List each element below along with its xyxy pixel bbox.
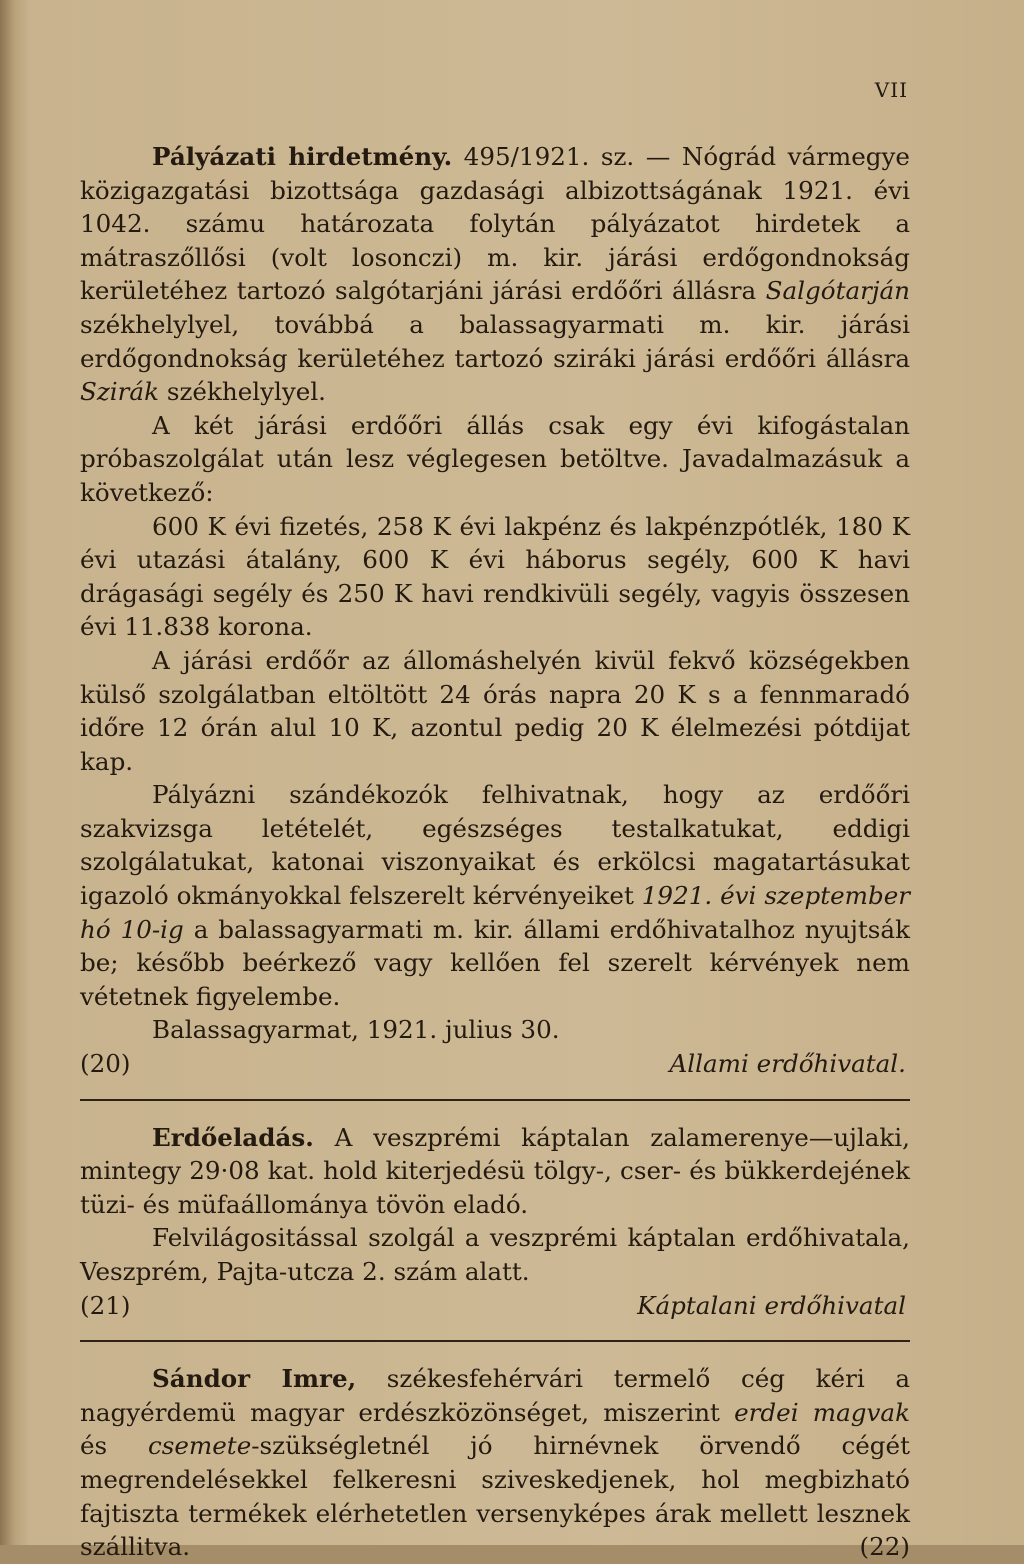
tender-paragraph-3: 600 K évi fizetés, 258 K évi lakpénz és lakpénzpótlék, 180 K évi utazási átalány, 600 K évi háborus segély, 600 K havi drágasági segély és 250 K havi rendkivüli segély, vagyis összesen évi 11.838 korona. <box>80 511 910 642</box>
divider-2 <box>80 1340 910 1342</box>
tender-paragraph-2: A két járási erdőőri állás csak egy évi kifogástalan próbaszolgálat után lesz véglegesen betöltve. Javadalmazásuk a következő: <box>80 410 910 507</box>
page-number: VII <box>874 78 908 102</box>
place-szirak: Szirák <box>80 377 159 407</box>
divider-1 <box>80 1099 910 1101</box>
seeds-ref: (22) <box>859 1532 910 1562</box>
tender-paragraph-4: A járási erdőőr az állomáshelyén kivül fekvő községekben külső szolgálatban eltöltött 24 órás napra 20 K s a fennmaradó időre 12 órán alul 10 K, azontul pedig 20 K élelmezési pótdijat kap. <box>80 645 910 776</box>
sale-intro: Erdőeladás. A veszprémi káptalan zalamerenye—ujlaki, mintegy 29·08 kat. hold kiterjedésü tölgy-, cser- és bükkerdejének tüzi- és müfaállománya tövön eladó. <box>80 1122 910 1219</box>
tender-ref: (20) <box>80 1049 131 1079</box>
deadline-date: 1921. évi szeptember hó 10-ig <box>80 881 911 944</box>
tender-dateline: Balassagyarmat, 1921. julius 30. <box>152 1015 560 1045</box>
sale-paragraph-2: Felvilágositással szolgál a veszprémi káptalan erdőhivatala, Veszprém, Pajta-utcza 2. szám alatt. <box>80 1223 910 1286</box>
advertisement-tender <box>80 140 910 1081</box>
place-salgotarjan: Salgótarján <box>765 276 910 306</box>
sale-title: Erdőeladás. <box>152 1122 314 1152</box>
advertisement-seeds <box>80 1362 910 1564</box>
seeds-text: Sándor Imre, székesfehérvári termelő cég kéri a nagyérdemü magyar erdészközönséget, miszerint erdei magvak és csemete-szükségletnél jó hirnévnek örvendő cégét megrendelésekkel felkeresni sziveskedjenek, hol megbizható fajtiszta termékek elérhetetlen versenyképes árak mellett lesznek szállitva. (22) <box>80 1362 910 1564</box>
advertisement-forest-sale <box>80 1121 910 1323</box>
text-column <box>80 140 910 1564</box>
sale-signature: Káptalani erdőhivatal <box>637 1290 906 1320</box>
sale-ref: (21) <box>80 1290 131 1320</box>
sale-signature-line <box>80 1289 910 1323</box>
seeds-title: Sándor Imre, <box>152 1364 357 1394</box>
tender-title: Pályázati hirdetmény. <box>152 142 453 171</box>
tender-signature-line <box>80 1047 910 1081</box>
tender-signature: Allami erdőhivatal. <box>669 1049 906 1079</box>
tender-paragraph-5: Pályázni szándékozók felhivatnak, hogy az erdőőri szakvizsga letételét, egészséges testalkatukat, eddigi szolgálatukat, katonai viszonyaikat és erkölcsi magatartásukat igazoló okmányokkal felszerelt kérvényeiket 1921. évi szeptember hó 10-ig a balassagyarmati m. kir. állami erdőhivatalhoz nyujtsák be; később beérkező vagy kellően fel szerelt kérvények nem vétetnek figyelembe. <box>80 780 911 1011</box>
tender-intro: Pályázati hirdetmény. 495/1921. sz. — Nógrád vármegye közigazgatási bizottsága gazdasági albizottságának 1921. évi 1042. számu határozata folytán pályázatot hirdetek a mátraszőllősi (volt losonczi) m. kir. járási erdőgondnokság kerületéhez tartozó salgótarjáni járási erdőőri állásra Salgótarján székhelylyel, továbbá a balassagyarmati m. kir. járási erdőgondnokság kerületéhez tartozó sziráki járási erdőőri állásra Szirák székhelylyel. <box>80 142 910 407</box>
